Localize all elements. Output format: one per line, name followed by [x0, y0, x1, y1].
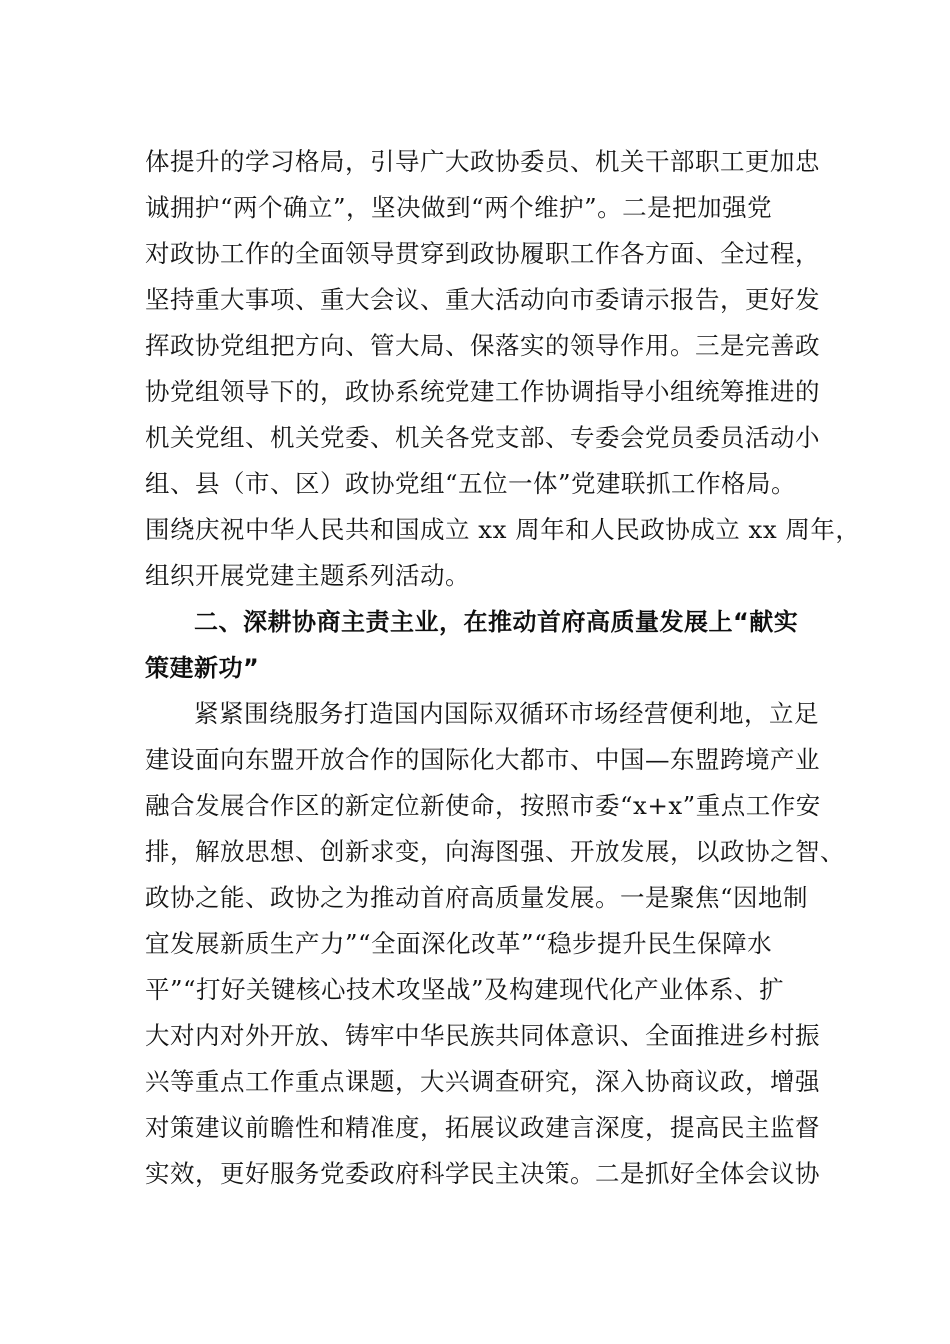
paragraph-line: 政协之能、政协之为推动首府高质量发展。一是聚焦“因地制: [145, 883, 809, 912]
paragraph-line: 平”“打好关键核心技术攻坚战”及构建现代化产业体系、扩: [145, 975, 785, 1004]
paragraph-line: 协党组领导下的，政协系统党建工作协调指导小组统筹推进的: [145, 377, 820, 406]
paragraph-line: 排，解放思想、创新求变，向海图强、开放发展，以政协之智、: [145, 837, 845, 866]
paragraph-line: 建设面向东盟开放合作的国际化大都市、中国—东盟跨境产业: [145, 745, 820, 774]
paragraph-line: 诚拥护“两个确立”，坚决做到“两个维护”。二是把加强党: [145, 193, 773, 222]
paragraph-line: 对策建议前瞻性和精准度，拓展议政建言深度，提高民主监督: [145, 1113, 820, 1142]
paragraph-line: 围绕庆祝中华人民共和国成立 xx 周年和人民政协成立 xx 周年，: [145, 515, 861, 544]
paragraph-line: 大对内对外开放、铸牢中华民族共同体意识、全面推进乡村振: [145, 1021, 820, 1050]
paragraph-line: 宜发展新质生产力”“全面深化改革”“稳步提升民生保障水: [145, 929, 773, 958]
paragraph-line: 体提升的学习格局，引导广大政协委员、机关干部职工更加忠: [145, 147, 820, 176]
paragraph-line: 坚持重大事项、重大会议、重大活动向市委请示报告，更好发: [145, 285, 820, 314]
paragraph-line: 组织开展党建主题系列活动。: [145, 561, 470, 590]
paragraph-line: 对政协工作的全面领导贯穿到政协履职工作各方面、全过程，: [145, 239, 820, 268]
paragraph-first-line: 紧紧围绕服务打造国内国际双循环市场经营便利地，立足: [194, 699, 819, 728]
paragraph-line: 组、县（市、区）政协党组“五位一体”党建联抓工作格局。: [145, 469, 797, 498]
paragraph-line: 兴等重点工作重点课题，大兴调查研究，深入协商议政，增强: [145, 1067, 820, 1096]
section-heading: 二、深耕协商主责主业，在推动首府高质量发展上“献实: [194, 608, 799, 636]
paragraph-line: 融合发展合作区的新定位新使命，按照市委“x+x”重点工作安: [145, 791, 821, 820]
section-heading-continued: 策建新功”: [145, 654, 260, 682]
paragraph-line: 实效，更好服务党委政府科学民主决策。二是抓好全体会议协: [145, 1159, 820, 1188]
paragraph-line: 挥政协党组把方向、管大局、保落实的领导作用。三是完善政: [145, 331, 820, 360]
paragraph-line: 机关党组、机关党委、机关各党支部、专委会党员委员活动小: [145, 423, 820, 452]
